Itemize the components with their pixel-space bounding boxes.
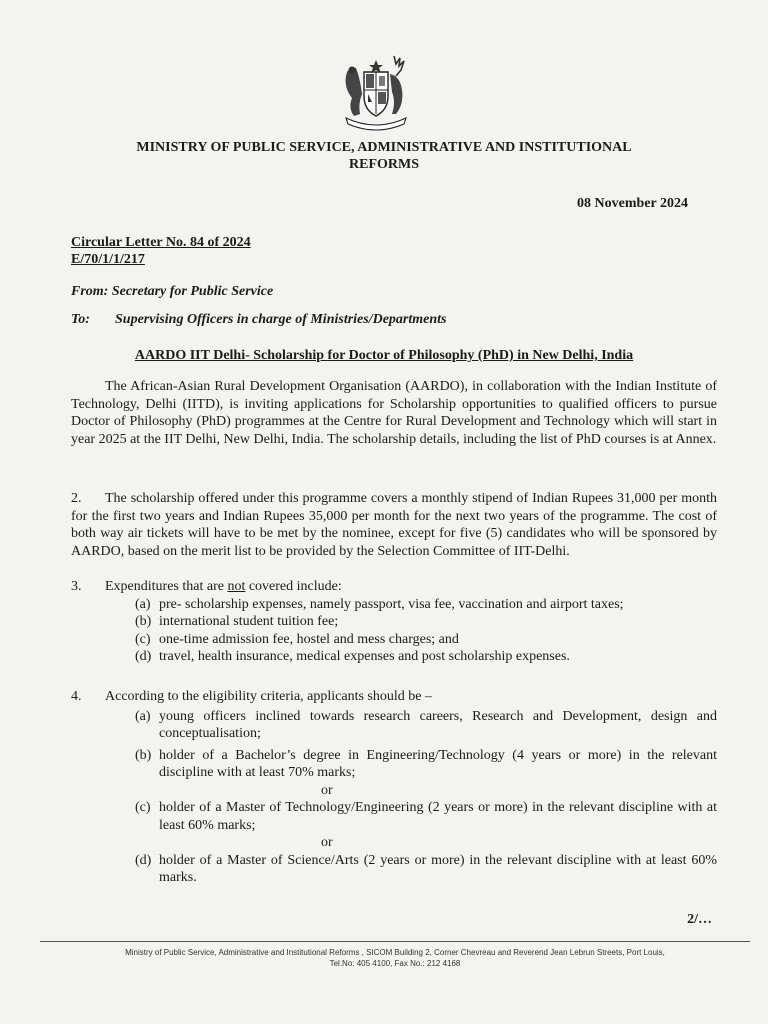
list-item: (a) young officers inclined towards research careers, Research and Development, design and conceptualisation; — [135, 708, 717, 741]
footer-address — [40, 947, 750, 969]
list-item: (d) travel, health insurance, medical expenses and post scholarship expenses. — [135, 649, 570, 664]
paragraph-number: 2. — [71, 491, 82, 506]
coat-of-arms-emblem — [330, 52, 422, 134]
to-recipients: Supervising Officers in charge of Ministries/Departments — [115, 312, 447, 327]
list-item: (a) pre- scholarship expenses, namely passport, visa fee, vaccination and airport taxes; — [135, 596, 624, 612]
list-item: (c) one-time admission fee, hostel and mess charges; and — [135, 631, 459, 647]
paragraph-3 — [71, 578, 717, 666]
or-separator: or — [321, 835, 333, 850]
or-separator: or — [321, 782, 333, 798]
footer-line-2: Tel.No: 405 4100, Fax No.: 212 4168 — [329, 959, 461, 968]
footer-divider — [40, 941, 750, 942]
circular-reference-block — [71, 234, 251, 268]
exclusions-list — [135, 596, 717, 666]
ministry-line-1: MINISTRY OF PUBLIC SERVICE, ADMINISTRATIVE AND INSTITUTIONAL — [136, 140, 632, 155]
paragraph-number: 4. — [71, 689, 82, 704]
paragraph-4 — [71, 688, 717, 887]
footer-line-1: Ministry of Public Service, Administrative and Institutional Reforms , SICOM Building 2, Corner Chevreau and Reverend Jean Lebrun Streets, Port Louis, — [125, 948, 665, 957]
from-line: From: Secretary for Public Service — [71, 284, 274, 299]
paragraph-4-intro: According to the eligibility criteria, applicants should be – — [105, 689, 432, 704]
ministry-heading — [60, 139, 708, 173]
list-item: (b) international student tuition fee; — [135, 614, 339, 629]
paragraph-2 — [71, 490, 717, 560]
paragraph-2-text: The scholarship offered under this programme covers a monthly stipend of Indian Rupees 31,000 per month for the first two years and Indian Rupees 35,000 per month for the next two years of the programme. The cost of both way air tickets will have to be met by the nominee, except for five (5) candidates who will be sponsored by AARDO, based on the merit list to be provided by the Selection Committee of IIT-Delhi. — [71, 491, 717, 559]
to-label: To: — [71, 312, 90, 327]
eligibility-list — [135, 708, 717, 887]
list-item: (d) holder of a Master of Science/Arts (2 years or more) in the relevant discipline with at least 60% marks. — [135, 852, 717, 885]
circular-number: Circular Letter No. 84 of 2024 — [71, 235, 251, 250]
to-line — [71, 312, 447, 328]
ministry-line-2: REFORMS — [349, 157, 419, 172]
page-continuation-marker: 2/… — [687, 912, 712, 927]
list-item: (c) holder of a Master of Technology/Engineering (2 years or more) in the relevant discipline with at least 60% marks; — [135, 800, 717, 833]
paragraph-3-intro: Expenditures that are not covered include: — [105, 579, 342, 594]
file-reference: E/70/1/1/217 — [71, 252, 145, 267]
paragraph-1: The African-Asian Rural Development Organisation (AARDO), in collaboration with the Indian Institute of Technology, Delhi (IITD), is inviting applications for Scholarship opportunities to qualified officers to pursue Doctor of Philosophy (PhD) programmes at the Centre for Rural Development and Technology which will start in year 2025 at the IIT Delhi, New Delhi, India. The scholarship details, including the list of PhD courses is at Annex. — [71, 379, 717, 447]
paragraph-number: 3. — [71, 579, 82, 594]
emphasis-not: not — [227, 579, 246, 594]
subject-heading: AARDO IIT Delhi- Scholarship for Doctor of Philosophy (PhD) in New Delhi, India — [134, 348, 634, 363]
list-item: (b) holder of a Bachelor’s degree in Engineering/Technology (4 years or more) in the relevant discipline with at least 70% marks; — [135, 747, 717, 780]
letter-date: 08 November 2024 — [577, 196, 688, 211]
